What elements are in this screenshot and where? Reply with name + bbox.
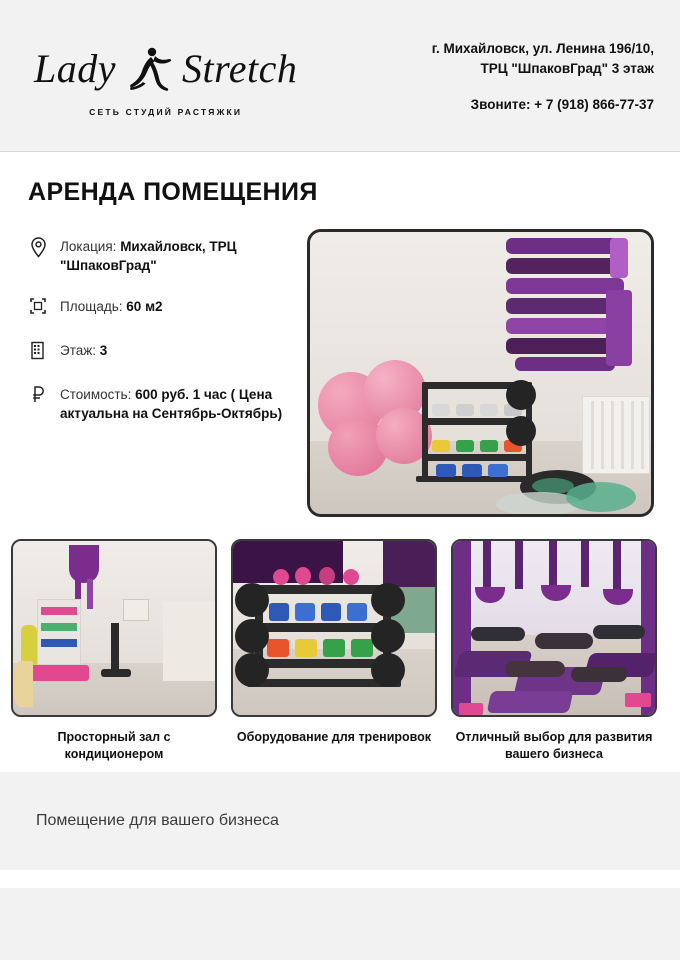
info-list	[28, 229, 293, 517]
thumb-card-3	[451, 539, 657, 763]
info-label-area: Площадь:	[60, 299, 123, 315]
address-line-2: ТРЦ "ШпаковГрад" 3 этаж	[480, 61, 654, 76]
logo-word-lady: Lady	[34, 46, 116, 91]
brand-logo	[34, 41, 297, 117]
location-pin-icon	[28, 237, 48, 259]
logo-tagline: СЕТЬ СТУДИЙ РАСТЯЖКИ	[89, 106, 243, 117]
content-row	[0, 207, 680, 517]
bottom-strip	[0, 888, 680, 960]
dancer-silhouette-icon	[122, 41, 178, 97]
hero-photo[interactable]	[307, 229, 654, 517]
phone-number[interactable]: Звоните: + 7 (918) 866-77-37	[470, 96, 654, 112]
thumb-caption-1: Просторный зал с кондиционером	[57, 730, 171, 761]
footer-text: Помещение для вашего бизнеса	[36, 812, 279, 829]
info-value-area: 60 м2	[126, 299, 163, 315]
info-label-price: Стоимость:	[60, 387, 132, 403]
address-line-1: г. Михайловск, ул. Ленина 196/10,	[431, 41, 654, 57]
building-floor-icon	[28, 341, 48, 363]
info-value-floor: 3	[99, 343, 108, 359]
thumb-caption-3: Отличный выбор для развития вашего бизнеса	[455, 730, 653, 761]
logo-row	[34, 41, 297, 97]
page-header	[0, 0, 680, 152]
thumb-card-1	[11, 539, 217, 763]
info-value-location: Михайловск, ТРЦ "ШпаковГрад"	[60, 239, 237, 274]
thumb-card-2	[231, 539, 437, 763]
info-value-price: 600 руб. 1 час ( Цена актуальна на Сентябрь-Октябрь)	[60, 387, 283, 422]
thumb-caption-2: Оборудование для тренировок	[236, 730, 432, 744]
page-title: АРЕНДА ПОМЕЩЕНИЯ	[28, 178, 318, 206]
title-wrap	[0, 152, 680, 207]
info-text-area	[60, 297, 163, 316]
thumb-photo-3[interactable]	[451, 539, 657, 717]
thumb-photo-2[interactable]	[231, 539, 437, 717]
info-text-floor	[60, 341, 107, 360]
info-item-location	[28, 237, 293, 275]
info-item-area	[28, 297, 293, 319]
info-label-location: Локация:	[60, 239, 117, 254]
contact-block	[432, 39, 654, 111]
ruble-price-icon	[28, 385, 48, 407]
info-text-location	[60, 237, 293, 275]
area-square-icon	[28, 297, 48, 319]
info-label-floor: Этаж:	[60, 343, 97, 359]
info-item-price	[28, 385, 293, 423]
footer-strip	[0, 772, 680, 870]
info-text-price	[60, 385, 293, 423]
logo-word-stretch: Stretch	[182, 46, 298, 91]
thumb-photo-1[interactable]	[11, 539, 217, 717]
thumbnail-gallery	[0, 517, 680, 763]
info-item-floor	[28, 341, 293, 363]
